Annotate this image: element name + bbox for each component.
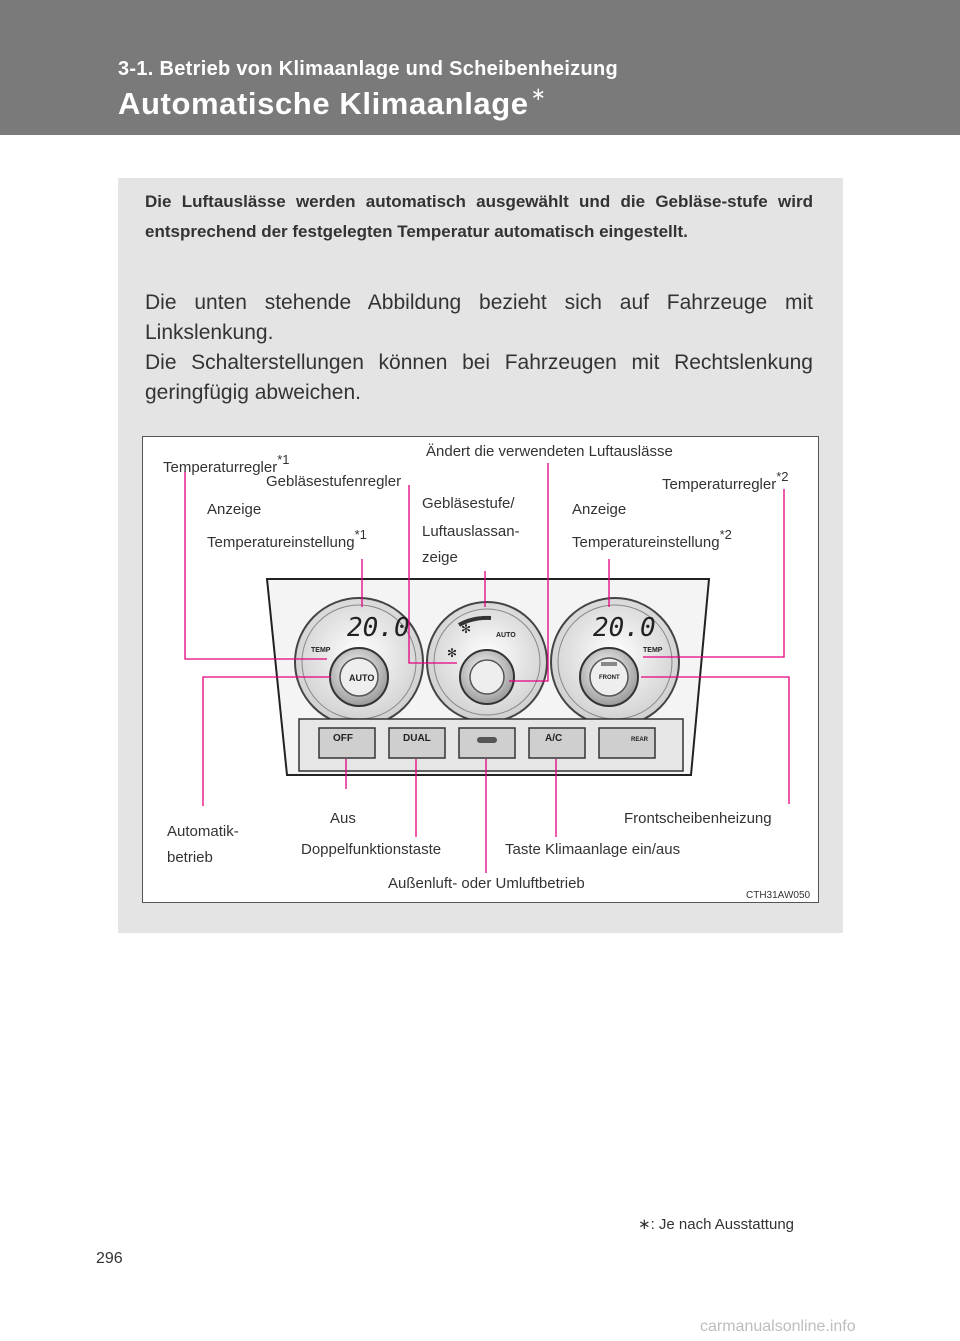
- off-button-label: OFF: [333, 733, 353, 744]
- label-geblaesestufe-line3: zeige: [422, 549, 458, 566]
- watermark: carmanualsonline.info: [700, 1318, 856, 1335]
- paragraph-1: Die unten stehende Abbildung bezieht sich auf Fahrzeuge mit Linkslenkung.: [145, 291, 813, 344]
- svg-text:✻: ✻: [461, 622, 472, 636]
- left-temp-label: TEMP: [311, 647, 331, 654]
- label-temp-regler-1: Temperaturregler$^{*1}$: [163, 452, 290, 476]
- label-frontscheibe: Frontscheibenheizung: [624, 810, 772, 827]
- body-text: [145, 288, 813, 408]
- footnote: ∗: Je nach Ausstattung: [638, 1216, 794, 1233]
- label-anzeige-1-line1: Anzeige: [207, 501, 262, 518]
- paragraph-2: Die Schalterstellungen können bei Fahrzeugen mit Rechtslenkung geringfügig abweichen.: [145, 351, 813, 404]
- right-temp-label: TEMP: [643, 647, 663, 654]
- label-geblaesestufe-line1: Gebläsestufe/: [422, 495, 515, 512]
- label-anzeige-1-line2: Temperatureinstellung$^{*1}$: [207, 527, 367, 551]
- section-heading: 3-1. Betrieb von Klimaanlage und Scheibenheizung: [118, 58, 619, 80]
- front-knob-label: FRONT: [599, 675, 620, 681]
- page-number: 296: [96, 1250, 123, 1267]
- title-footnote-mark: ∗: [530, 84, 547, 104]
- label-geblaesestufenregler: Gebläsestufenregler: [266, 473, 402, 490]
- label-automatik-line1: Automatik-: [167, 823, 239, 840]
- intro-text: Die Luftauslässe werden automatisch ausgewählt und die Gebläse-stufe wird entsprechend der festgelegten Temperatur automatisch eingestellt.: [145, 192, 813, 241]
- button-row: [319, 728, 655, 758]
- title-text: Automatische Klimaanlage: [118, 86, 529, 121]
- label-anzeige-2-line2: Temperatureinstellung$^{*2}$: [572, 527, 732, 551]
- label-geblaesestufe-line2: Luftauslassan-: [422, 523, 520, 540]
- label-anzeige-2-line1: Anzeige: [572, 501, 627, 518]
- center-auto-label: AUTO: [496, 632, 516, 639]
- label-temp-regler-2: Temperaturregler$^{*2}$: [662, 469, 789, 493]
- label-aendert: Ändert die verwendeten Luftauslässe: [426, 443, 673, 460]
- climate-control-figure: [142, 436, 819, 903]
- right-temp-display: 20.0: [593, 613, 656, 643]
- center-dial: [427, 602, 547, 722]
- label-automatik-line2: betrieb: [167, 849, 213, 866]
- rear-button-label: REAR: [631, 737, 649, 743]
- ac-button-label: A/C: [545, 733, 563, 744]
- label-aussenluft: Außenluft- oder Umluftbetrieb: [388, 875, 585, 892]
- label-doppel: Doppelfunktionstaste: [301, 841, 442, 858]
- left-temp-display: 20.0: [347, 613, 410, 643]
- auto-knob-label: AUTO: [349, 673, 375, 683]
- label-aus: Aus: [330, 810, 356, 827]
- figure-code: CTH31AW050: [746, 890, 811, 901]
- dual-button-label: DUAL: [403, 733, 431, 744]
- svg-text:✻: ✻: [447, 646, 458, 660]
- label-taste-klima: Taste Klimaanlage ein/aus: [505, 841, 681, 858]
- page-title: [118, 84, 546, 122]
